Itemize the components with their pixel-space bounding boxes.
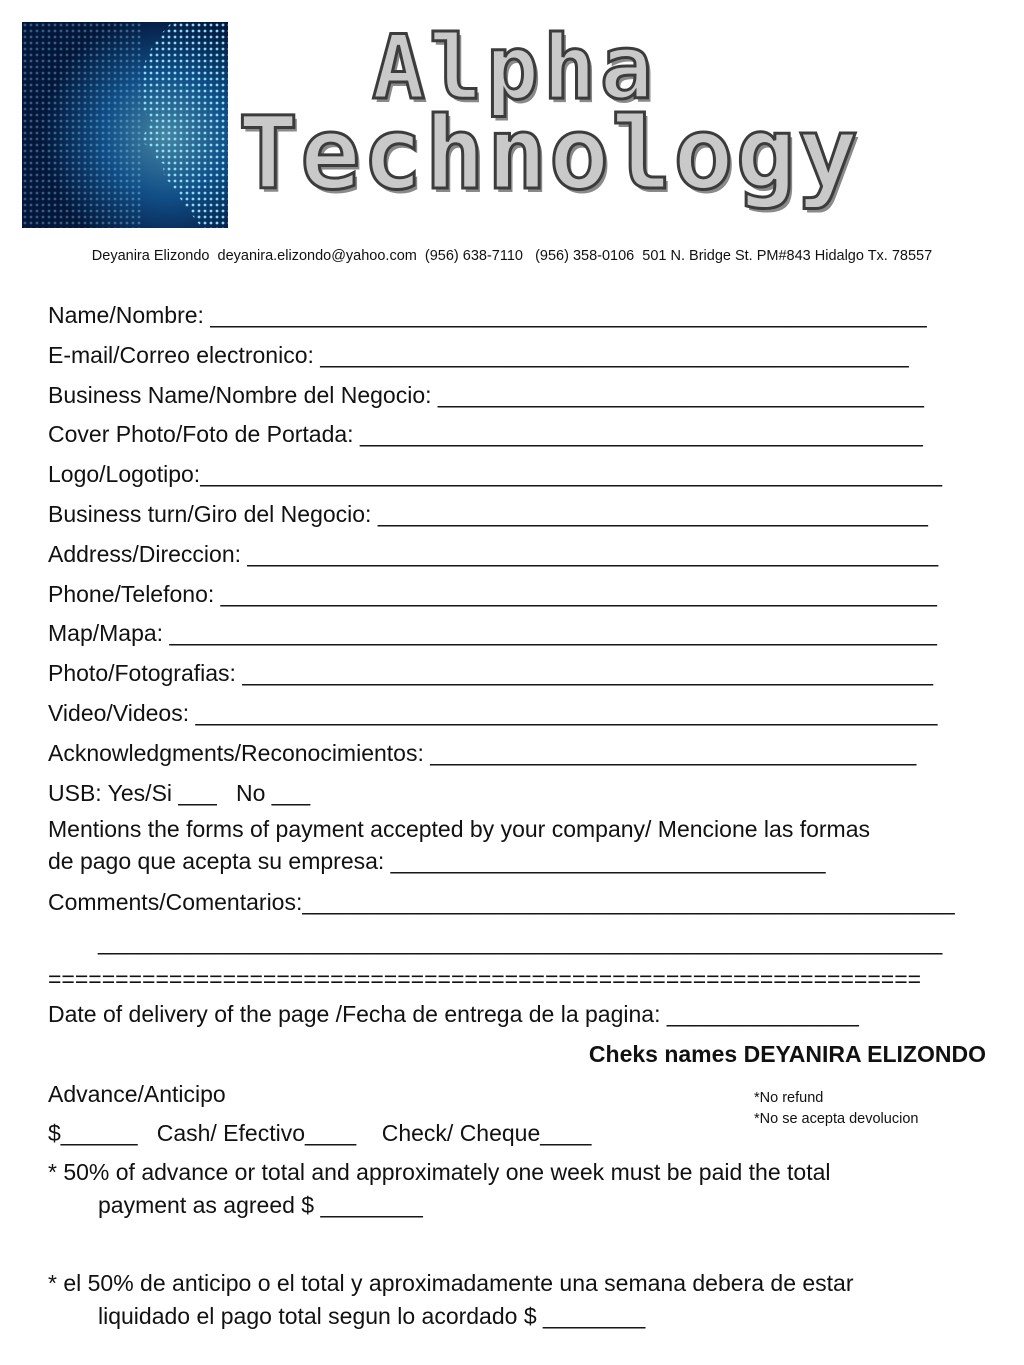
advance-note-spanish-line1: * el 50% de anticipo o el total y aproximadamente una semana debera de estar bbox=[48, 1270, 854, 1297]
advance-note-english bbox=[48, 1156, 998, 1222]
payment-amount-field[interactable]: $______ Cash/ Efectivo____ Check/ Cheque____ bbox=[48, 1120, 592, 1147]
comments-continuation[interactable]: __________________________________________________________________ bbox=[98, 929, 943, 956]
advance-label: Advance/Anticipo bbox=[48, 1080, 226, 1107]
advance-note-spanish-line2: liquidado el pago total segun lo acordado $ ________ bbox=[98, 1303, 646, 1330]
payment-forms-field[interactable] bbox=[48, 813, 998, 883]
usb-field[interactable]: USB: Yes/Si ___ No ___ bbox=[48, 779, 311, 806]
name-field[interactable]: Name/Nombre: ________________________________________________________ bbox=[48, 302, 927, 328]
advance-note-spanish bbox=[48, 1267, 998, 1333]
refund-notes bbox=[754, 1088, 918, 1129]
phone-field[interactable]: Phone/Telefono: ________________________________________________________ bbox=[48, 580, 937, 607]
video-field[interactable]: Video/Videos: __________________________________________________________ bbox=[48, 699, 938, 726]
payment-forms-label-line2: de pago que acepta su empresa: __________________________________ bbox=[48, 848, 826, 875]
order-form bbox=[48, 296, 998, 1333]
acknowledgments-field[interactable]: Acknowledgments/Reconocimientos: ______________________________________ bbox=[48, 739, 917, 766]
business-name-field[interactable]: Business Name/Nombre del Negocio: ______________________________________ bbox=[48, 381, 924, 408]
checks-names: Cheks names DEYANIRA ELIZONDO bbox=[588, 1040, 986, 1067]
business-turn-field[interactable]: Business turn/Giro del Negocio: ___________________________________________ bbox=[48, 500, 928, 527]
logo-field[interactable]: Logo/Logotipo:__________________________________________________________ bbox=[48, 461, 943, 488]
advance-note-english-line1: * 50% of advance or total and approximately one week must be paid the total bbox=[48, 1159, 831, 1186]
map-field[interactable]: Map/Mapa: ____________________________________________________________ bbox=[48, 620, 937, 647]
ai-face-logo-image bbox=[22, 22, 228, 228]
payment-forms-label-line1: Mentions the forms of payment accepted by your company/ Mencione las formas bbox=[48, 816, 871, 843]
comments-field[interactable]: Comments/Comentarios:___________________________________________________ bbox=[48, 889, 955, 916]
contact-info: Deyanira Elizondo deyanira.elizondo@yahoo.com (956) 638-7110 (956) 358-0106 501 N. Bridge St. PM#843 Hidalgo Tx. 78557 bbox=[91, 248, 933, 264]
cover-photo-field[interactable]: Cover Photo/Foto de Portada: ____________________________________________ bbox=[48, 421, 923, 448]
address-field[interactable]: Address/Direccion: ______________________________________________________ bbox=[48, 540, 939, 567]
email-field[interactable]: E-mail/Correo electronico: ______________________________________________ bbox=[48, 341, 909, 368]
advance-note-english-line2: payment as agreed $ ________ bbox=[98, 1192, 423, 1219]
no-devolucion-note: *No se acepta devolucion bbox=[754, 1110, 919, 1127]
brand-title-technology: Technology bbox=[238, 95, 861, 212]
delivery-date-field[interactable]: Date of delivery of the page /Fecha de entrega de la pagina: _______________ bbox=[48, 1000, 859, 1027]
no-refund-note: *No refund bbox=[754, 1090, 824, 1106]
brand-title-alpha: Alpha bbox=[372, 16, 657, 119]
separator-line: ================================================================= bbox=[48, 965, 922, 992]
photo-field[interactable]: Photo/Fotografias: ______________________________________________________ bbox=[48, 660, 934, 687]
